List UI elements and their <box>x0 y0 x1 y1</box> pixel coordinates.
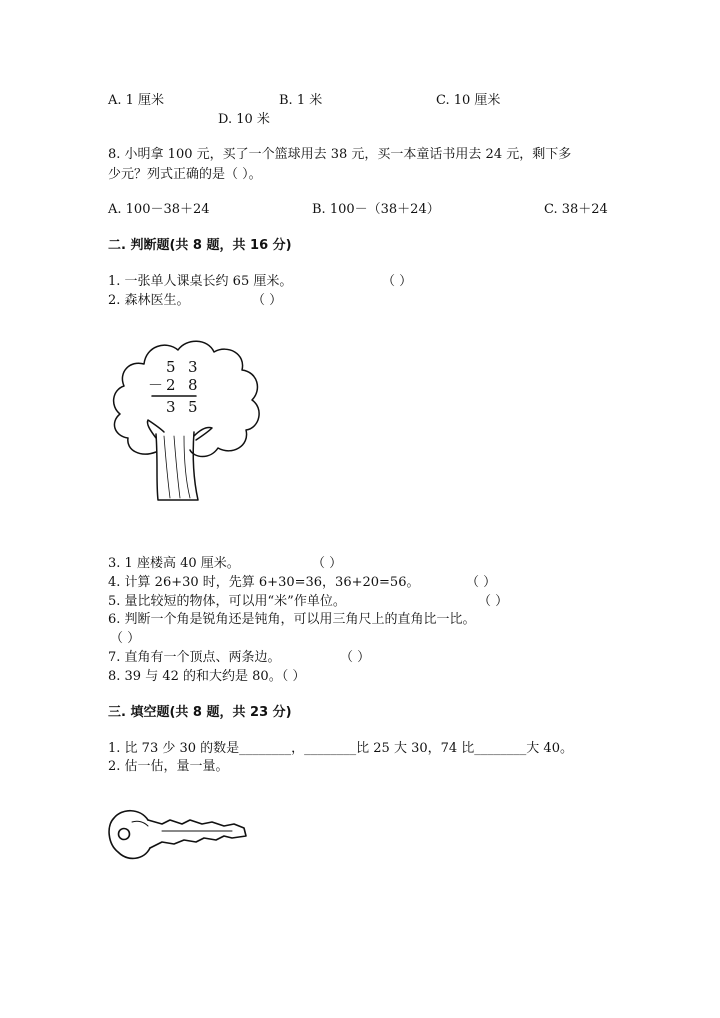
digit-5-top: 5 <box>166 358 176 376</box>
s2-q2-paren: （ ） <box>252 293 283 308</box>
q8-option-a: A. 100－38＋24 <box>108 202 210 217</box>
s2-q2-text: 2. 森林医生。 <box>108 293 190 308</box>
q7-option-c: C. 10 厘米 <box>436 93 501 108</box>
minus-sign: － <box>148 376 164 394</box>
s2-q3-paren: （ ） <box>312 556 343 571</box>
digit-2-middle: 2 <box>166 376 176 394</box>
s2-q6-paren: （ ） <box>110 631 141 646</box>
s2-q7-paren: （ ） <box>340 650 371 665</box>
s2-q4-text: 4. 计算 26+30 时，先算 6+30=36，36+20=56。 <box>108 575 420 590</box>
tree-trunk <box>156 432 198 500</box>
digit-5-result: 5 <box>188 398 198 416</box>
s2-q4-paren: （ ） <box>466 575 497 590</box>
q8-option-b: B. 100－（38＋24） <box>312 202 440 217</box>
q8-stem-line1: 8. 小明拿 100 元，买了一个篮球用去 38 元，买一本童话书用去 24 元，剩下多 <box>108 147 572 162</box>
digit-8-middle: 8 <box>188 376 198 394</box>
tree-illustration <box>104 332 270 512</box>
q7-option-b: B. 1 米 <box>279 93 323 108</box>
s2-q5-paren: （ ） <box>478 594 509 609</box>
s2-q3-text: 3. 1 座楼高 40 厘米。 <box>108 556 240 571</box>
q8-stem-line2: 少元？列式正确的是（ ）。 <box>108 167 262 182</box>
digit-3-result: 3 <box>166 398 176 416</box>
key-hole <box>119 829 130 840</box>
digit-3-top: 3 <box>188 358 198 376</box>
s2-q8-text: 8. 39 与 42 的和大约是 80。（ ） <box>108 669 306 684</box>
s2-q1-text: 1. 一张单人课桌长约 65 厘米。 <box>108 274 293 289</box>
s2-q1-paren: （ ） <box>382 274 413 289</box>
s2-q6-text: 6. 判断一个角是锐角还是钝角，可以用三角尺上的直角比一比。 <box>108 612 476 627</box>
q8-option-c: C. 38＋24 <box>544 202 608 217</box>
tree-canopy <box>114 341 260 456</box>
q7-option-a: A. 1 厘米 <box>108 93 165 108</box>
key-shank <box>148 820 246 848</box>
s2-q5-text: 5. 量比较短的物体，可以用“米”作单位。 <box>108 594 346 609</box>
q7-option-d: D. 10 米 <box>218 112 270 127</box>
tree-branch-right <box>194 427 212 440</box>
section2-title: 二. 判断题(共 8 题，共 16 分) <box>108 238 292 253</box>
key-illustration <box>104 800 254 870</box>
s3-q1-text: 1. 比 73 少 30 的数是________，________比 25 大 30，74 比________大 40。 <box>108 741 573 756</box>
s3-q2-text: 2. 估一估，量一量。 <box>108 759 229 774</box>
section3-title: 三. 填空题(共 8 题，共 23 分) <box>108 705 292 720</box>
s2-q7-text: 7. 直角有一个顶点、两条边。 <box>108 650 281 665</box>
